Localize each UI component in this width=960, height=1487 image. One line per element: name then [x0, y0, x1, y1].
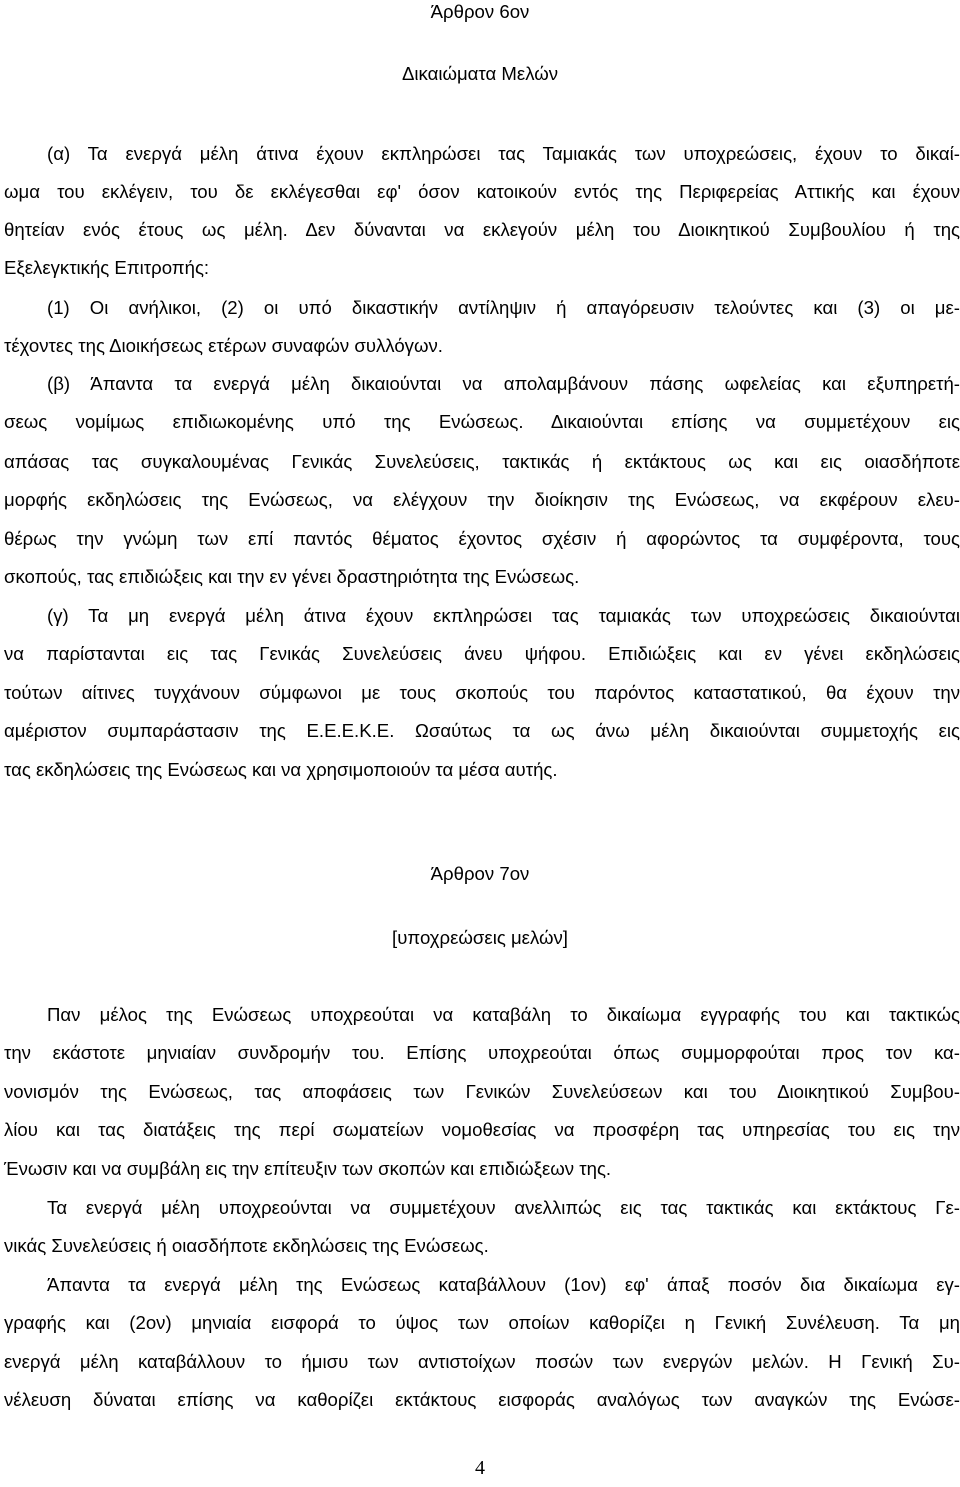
paragraph-line: νικάς Συνελεύσεις ή οιασδήποτε εκδηλώσεις της Ενώσεως. [4, 1235, 489, 1256]
page-number: 4 [475, 1457, 485, 1479]
paragraph-line: σκοπούς, τας επιδιώξεις και την εν γένει δραστηριότητα της Ενώσεως. [4, 566, 580, 587]
paragraph-line: νονισμόν της Ενώσεως, τας αποφάσεις των Γενικών Συνελεύσεων και του Διοικητικού Συμβου- [4, 1081, 960, 1102]
paragraph-line: απάσας τας συγκαλουμένας Γενικάς Συνελεύσεις, τακτικάς ή εκτάκτους ως και εις οιασδήποτε [4, 451, 960, 472]
paragraph-line: θέρως την γνώμη των επί παντός θέματος έχοντος σχέσιν ή αφορώντος τα συμφέροντα, τους [4, 528, 960, 549]
paragraph-line: θητείαν ενός έτους ως μέλη. Δεν δύνανται να εκλεγούν μέλη του Διοικητικού Συμβουλίου ή της [4, 219, 960, 240]
paragraph-line: να παρίστανται εις τας Γενικάς Συνελεύσεις άνευ ψήφου. Επιδιώξεις και εν γένει εκδηλώσεις [4, 643, 960, 664]
paragraph-line: (α) Τα ενεργά μέλη άτινα έχουν εκπληρώσει τας Ταμιακάς των υποχρεώσεις, έχουν το δικαί- [47, 143, 960, 164]
paragraph-line: (β) Άπαντα τα ενεργά μέλη δικαιούνται να απολαμβάνουν πάσης ωφελείας και εξυπηρετή- [47, 373, 960, 394]
paragraph-line: μορφής εκδηλώσεις της Ενώσεως, να ελέγχουν την διοίκησιν της Ενώσεως, να εκφέρουν ελευ- [4, 489, 960, 510]
article-6-subtitle: Δικαιώματα Μελών [401, 63, 559, 84]
paragraph-line: Ένωσιν και να συμβάλη εις την επίτευξιν των σκοπών και επιδιώξεων της. [4, 1158, 612, 1179]
paragraph-line: Τα ενεργά μέλη υποχρεούνται να συμμετέχουν ανελλιπώς εις τας τακτικάς και εκτάκτους Γε- [47, 1197, 960, 1218]
paragraph-line: ενεργά μέλη καταβάλλουν το ήμισυ των αντιστοίχων ποσών των ενεργών μελών. Η Γενική Συ- [4, 1351, 960, 1372]
paragraph-line: σεως νομίμως επιδιωκομένης υπό της Ενώσεως. Δικαιούνται επίσης να συμμετέχουν εις [4, 411, 960, 432]
paragraph-line: τούτων αίτινες τυγχάνουν σύμφωνοι με τους σκοπούς του παρόντος καταστατικού, θα έχουν την [4, 682, 960, 703]
paragraph-line: (1) Οι ανήλικοι, (2) οι υπό δικαστικήν αντίληψιν ή απαγόρευσιν τελούντες και (3) οι με- [47, 297, 960, 318]
article-7-subtitle: [υποχρεώσεις μελών] [392, 927, 568, 948]
paragraph-line: γραφής και (2ον) μηνιαία εισφορά το ύψος των οποίων καθορίζει η Γενική Συνέλευση. Τα μη [4, 1312, 960, 1333]
paragraph-line: Παν μέλος της Ενώσεως υποχρεούται να καταβάλη το δικαίωμα εγγραφής του και τακτικώς [47, 1004, 960, 1025]
paragraph-line: αμέριστον συμπαράστασιν της Ε.Ε.Ε.Κ.Ε. Ωσαύτως τα ως άνω μέλη δικαιούνται συμμετοχής εις [4, 720, 960, 741]
paragraph-line: Άπαντα τα ενεργά μέλη της Ενώσεως καταβάλλουν (1ον) εφ' άπαξ ποσόν δια δικαίωμα εγ- [47, 1274, 960, 1295]
article-6-heading: Άρθρον 6ον [430, 1, 530, 22]
paragraph-line: ωμα του εκλέγειν, του δε εκλέγεσθαι εφ' όσον κατοικούν εντός της Περιφερείας Αττικής και έχουν [4, 181, 960, 202]
paragraph-line: την εκάστοτε μηνιαίαν συνδρομήν του. Επίσης υποχρεούται όπως συμμορφούται προς τον κα- [4, 1042, 960, 1063]
paragraph-line: τας εκδηλώσεις της Ενώσεως και να χρησιμοποιούν τα μέσα αυτής. [4, 759, 558, 780]
paragraph-line: Εξελεγκτικής Επιτροπής: [4, 257, 210, 278]
paragraph-line: λίου και τας διατάξεις της περί σωματείων νομοθεσίας να προσφέρη τας υπηρεσίας του εις την [4, 1119, 960, 1140]
article-7-heading: Άρθρον 7ον [430, 863, 530, 884]
paragraph-line: νέλευση δύναται επίσης να καθορίζει εκτάκτους εισφοράς αναλόγως των αναγκών της Ενώσε- [4, 1389, 960, 1410]
paragraph-line: τέχοντες της Διοικήσεως ετέρων συναφών συλλόγων. [4, 335, 443, 356]
paragraph-line: (γ) Τα μη ενεργά μέλη άτινα έχουν εκπληρώσει τας ταμιακάς των υποχρεώσεις δικαιούνται [47, 605, 960, 626]
